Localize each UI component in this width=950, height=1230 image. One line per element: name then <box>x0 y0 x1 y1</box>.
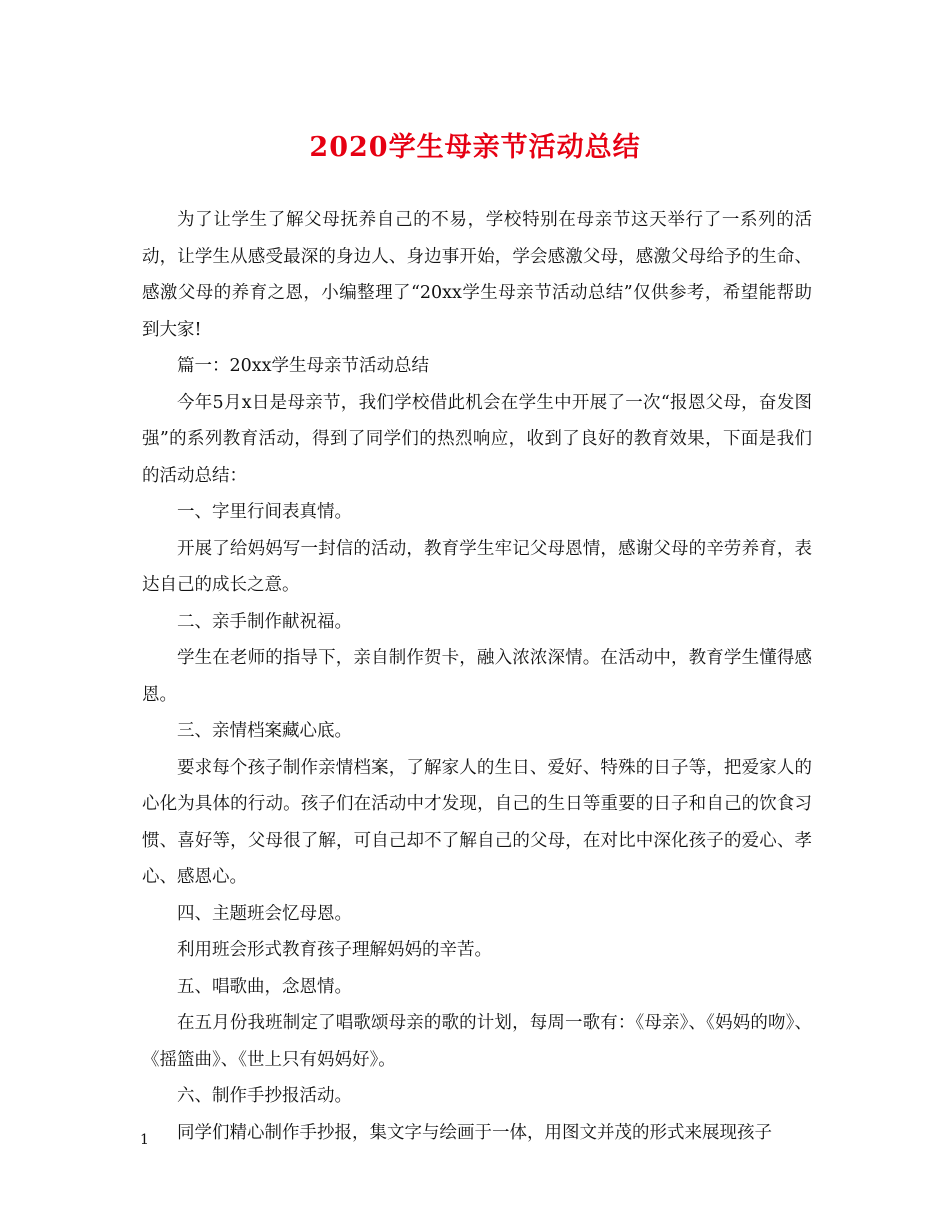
section-heading-1: 一、字里行间表真情。 <box>177 502 352 522</box>
section-heading-5: 五、唱歌曲，念恩情。 <box>177 976 352 997</box>
paragraph-opening: 今年5月x日是母亲节，我们学校借此机会在学生中开展了一次“报恩父母，奋发图强”的系列教育活动，得到了同学们的热烈响应，收到了良好的教育效果，下面是我们的活动总结： <box>142 392 812 486</box>
paragraph-intro: 为了让学生了解父母抚养自己的不易，学校特别在母亲节这天举行了一系列的活动，让学生从感受最深的身边人、身边事开始，学会感激父母，感激父母给予的生命、感激父母的养育之恩，小编整理了“20xx学生母亲节活动总结”仅供参考，希望能帮助到大家! <box>142 210 812 340</box>
page-number: 1 <box>140 1132 149 1148</box>
document-title: 2020学生母亲节活动总结 <box>309 132 641 163</box>
section-heading-4: 四、主题班会忆母恩。 <box>177 903 352 924</box>
section-heading-2: 二、亲手制作献祝福。 <box>177 611 352 632</box>
section-text-5: 在五月份我班制定了唱歌颂母亲的歌的计划，每周一歌有：《母亲》、《妈妈的吻》、《摇篮曲》、《世上只有妈妈好》。 <box>142 1013 812 1070</box>
section-heading-6: 六、制作手抄报活动。 <box>177 1086 352 1106</box>
section-text-3: 要求每个孩子制作亲情档案，了解家人的生日、爱好、特殊的日子等，把爱家人的心化为具体的行动。孩子们在活动中才发现，自己的生日等重要的日子和自己的饮食习惯、喜好等，父母很了解，可自己却不了解自己的父母，在对比中深化孩子的爱心、孝心、感恩心。 <box>142 757 812 887</box>
section-text-6: 同学们精心制作手抄报，集文字与绘画于一体，用图文并茂的形式来展现孩子 <box>177 1122 772 1143</box>
paragraph-part-one-heading: 篇一：20xx学生母亲节活动总结 <box>177 356 430 376</box>
section-heading-3: 三、亲情档案藏心底。 <box>177 721 352 741</box>
section-text-1: 开展了给妈妈写一封信的活动，教育学生牢记父母恩情，感谢父母的辛劳养育，表达自己的成长之意。 <box>142 538 812 595</box>
section-text-4: 利用班会形式教育孩子理解妈妈的辛苦。 <box>177 940 492 960</box>
section-text-2: 学生在老师的指导下，亲自制作贺卡，融入浓浓深情。在活动中，教育学生懂得感恩。 <box>142 648 812 705</box>
document-body <box>142 202 812 1151</box>
